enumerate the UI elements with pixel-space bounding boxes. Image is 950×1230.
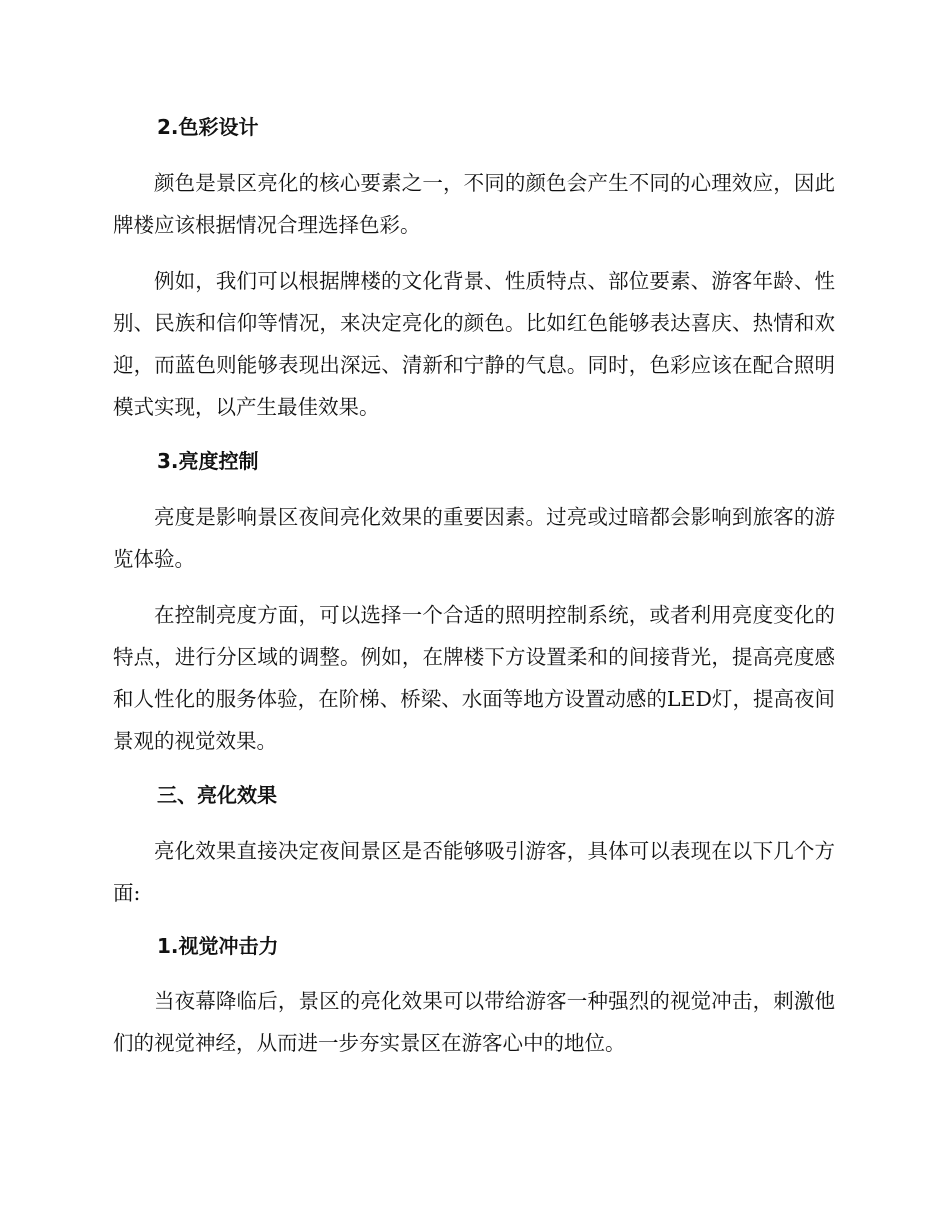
paragraph-brightness-control: 在控制亮度方面，可以选择一个合适的照明控制系统，或者利用亮度变化的特点，进行分区域的调整。例如，在牌楼下方设置柔和的间接背光，提高亮度感和人性化的服务体验，在阶梯、桥梁、水面等地方设置动感的LED灯，提高夜间景观的视觉效果。 (113, 603, 835, 753)
paragraph-color-intro: 颜色是景区亮化的核心要素之一，不同的颜色会产生不同的心理效应，因此牌楼应该根据情况合理选择色彩。 (113, 171, 835, 237)
paragraph-lighting-effect-intro: 亮化效果直接决定夜间景区是否能够吸引游客，具体可以表现在以下几个方面: (113, 839, 835, 905)
section-heading-brightness-control: 3.亮度控制 (157, 449, 259, 473)
paragraph-color-example: 例如，我们可以根据牌楼的文化背景、性质特点、部位要素、游客年龄、性别、民族和信仰等情况，来决定亮化的颜色。比如红色能够表达喜庆、热情和欢迎，而蓝色则能够表现出深远、清新和宁静的气息。同时，色彩应该在配合照明模式实现，以产生最佳效果。 (113, 269, 835, 419)
paragraph-visual-impact: 当夜幕降临后，景区的亮化效果可以带给游客一种强烈的视觉冲击，刺激他们的视觉神经，从而进一步夯实景区在游客心中的地位。 (113, 989, 835, 1055)
chapter-heading-lighting-effect: 三、亮化效果 (157, 783, 277, 807)
section-heading-color-design: 2.色彩设计 (157, 115, 259, 139)
section-heading-visual-impact: 1.视觉冲击力 (157, 934, 279, 958)
paragraph-brightness-intro: 亮度是影响景区夜间亮化效果的重要因素。过亮或过暗都会影响到旅客的游览体验。 (113, 505, 835, 571)
